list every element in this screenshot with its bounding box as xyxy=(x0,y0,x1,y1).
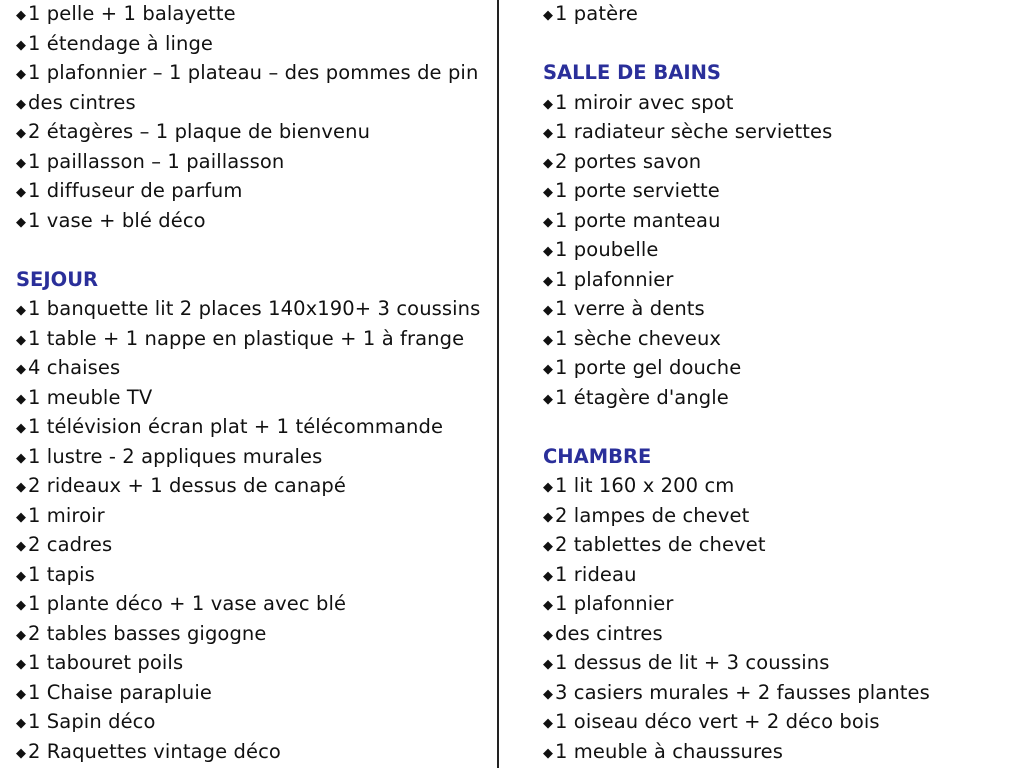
right-column xyxy=(543,0,930,766)
list-item xyxy=(543,324,930,354)
list-item xyxy=(16,294,480,324)
list-item xyxy=(543,294,930,324)
bullet-icon: ◆ xyxy=(16,185,27,200)
list-item-text: 1 miroir avec spot xyxy=(555,90,734,114)
list-item xyxy=(543,235,930,265)
bullet-icon: ◆ xyxy=(543,480,554,495)
list-item xyxy=(543,383,930,413)
list-item-text: 2 tablettes de chevet xyxy=(555,533,766,556)
list-item-text: 1 Sapin déco xyxy=(28,710,156,733)
bullet-icon: ◆ xyxy=(16,96,27,112)
list-item-text: 1 porte serviette xyxy=(555,179,720,202)
bullet-icon: ◆ xyxy=(16,686,27,702)
list-item-text: 2 lampes de chevet xyxy=(555,503,750,527)
bullet-icon: ◆ xyxy=(16,332,27,348)
bullet-icon: ◆ xyxy=(16,480,27,495)
bullet-icon: ◆ xyxy=(543,745,554,761)
list-item-text: 4 chaises xyxy=(28,356,121,379)
bullet-icon: ◆ xyxy=(16,598,27,613)
chambre-list xyxy=(543,471,930,766)
bullet-icon: ◆ xyxy=(16,627,27,643)
bullet-icon: ◆ xyxy=(543,657,554,672)
list-item-text: 1 plafonnier – 1 plateau – des pommes de pin xyxy=(28,61,479,84)
bullet-icon: ◆ xyxy=(543,185,554,200)
bullet-icon: ◆ xyxy=(543,362,554,377)
list-item-text: 1 lustre - 2 appliques murales xyxy=(28,444,323,468)
bullet-icon: ◆ xyxy=(543,627,554,643)
list-item-text: des cintres xyxy=(555,621,663,645)
list-item xyxy=(16,589,480,619)
list-item-text: 1 miroir xyxy=(28,503,105,527)
entrance-list xyxy=(16,0,480,235)
bullet-icon: ◆ xyxy=(16,539,27,554)
list-item xyxy=(543,265,930,295)
list-item xyxy=(16,501,480,531)
column-divider xyxy=(497,0,499,768)
bullet-icon: ◆ xyxy=(543,96,554,112)
list-item-text: 1 radiateur sèche serviettes xyxy=(555,120,833,143)
list-item-text: 1 pelle + 1 balayette xyxy=(28,2,236,25)
bullet-icon: ◆ xyxy=(543,155,554,171)
list-item-text: 1 étagère d'angle xyxy=(555,385,729,409)
list-item-text: 3 casiers murales + 2 fausses plantes xyxy=(555,680,930,704)
list-item xyxy=(16,678,480,708)
list-item-text: 1 poubelle xyxy=(555,238,659,261)
list-item xyxy=(16,442,480,472)
list-item-text: 1 plante déco + 1 vase avec blé xyxy=(28,592,347,615)
list-item xyxy=(16,29,480,59)
bullet-icon: ◆ xyxy=(543,244,554,259)
list-item xyxy=(16,560,480,590)
list-item xyxy=(16,737,480,767)
list-item xyxy=(543,117,930,147)
list-item-text: 1 télévision écran plat + 1 télécommande xyxy=(28,415,444,438)
list-item-text: 1 dessus de lit + 3 coussins xyxy=(555,651,830,674)
list-item xyxy=(543,147,930,177)
list-item-text: 1 tapis xyxy=(28,562,95,586)
list-item-text: 1 Chaise parapluie xyxy=(28,680,212,704)
bullet-icon: ◆ xyxy=(543,598,554,613)
bullet-icon: ◆ xyxy=(543,8,554,23)
list-item-text: 1 lit 160 x 200 cm xyxy=(555,474,735,497)
list-item xyxy=(16,117,480,147)
list-item-text: des cintres xyxy=(28,90,136,114)
list-item xyxy=(543,471,930,501)
right-top-list xyxy=(543,0,930,29)
bullet-icon: ◆ xyxy=(16,303,27,318)
list-item-text: 2 étagères – 1 plaque de bienvenu xyxy=(28,120,371,143)
list-item-text: 1 sèche cheveux xyxy=(555,326,722,350)
bullet-icon: ◆ xyxy=(16,8,27,23)
list-item xyxy=(543,737,930,767)
list-item-text: 1 patère xyxy=(555,2,638,25)
list-item xyxy=(16,353,480,383)
section-heading-sejour: SEJOUR xyxy=(16,267,99,291)
bullet-icon: ◆ xyxy=(543,273,554,289)
list-item xyxy=(16,176,480,206)
bullet-icon: ◆ xyxy=(16,362,27,377)
salle-de-bains-list xyxy=(543,88,930,413)
sejour-list xyxy=(16,294,480,766)
bullet-icon: ◆ xyxy=(16,568,27,584)
bullet-icon: ◆ xyxy=(16,716,27,731)
list-item xyxy=(16,707,480,737)
bullet-icon: ◆ xyxy=(16,450,27,466)
list-item-text: 1 plafonnier xyxy=(555,267,674,291)
list-item-text: 1 banquette lit 2 places 140x190+ 3 coussins xyxy=(28,297,481,320)
bullet-icon: ◆ xyxy=(543,716,554,731)
list-item-text: 1 plafonnier xyxy=(555,592,674,615)
bullet-icon: ◆ xyxy=(543,332,554,348)
list-item xyxy=(16,619,480,649)
list-item xyxy=(16,648,480,678)
list-item xyxy=(543,0,930,29)
list-item-text: 1 étendage à linge xyxy=(28,31,214,55)
list-item xyxy=(16,58,480,88)
list-item xyxy=(16,383,480,413)
bullet-icon: ◆ xyxy=(543,303,554,318)
list-item-text: 1 meuble à chaussures xyxy=(555,739,784,763)
list-item xyxy=(16,147,480,177)
list-item xyxy=(543,707,930,737)
bullet-icon: ◆ xyxy=(16,37,27,53)
list-item xyxy=(543,88,930,118)
bullet-icon: ◆ xyxy=(16,421,27,436)
list-item xyxy=(543,619,930,649)
list-item xyxy=(16,324,480,354)
list-item-text: 1 oiseau déco vert + 2 déco bois xyxy=(555,710,880,733)
bullet-icon: ◆ xyxy=(16,214,27,230)
section-heading-salle-de-bains: SALLE DE BAINS xyxy=(543,61,721,84)
bullet-icon: ◆ xyxy=(16,391,27,407)
list-item xyxy=(543,176,930,206)
bullet-icon: ◆ xyxy=(543,391,554,407)
list-item-text: 1 meuble TV xyxy=(28,385,153,409)
list-item-text: 1 verre à dents xyxy=(555,297,705,320)
bullet-icon: ◆ xyxy=(16,509,27,525)
bullet-icon: ◆ xyxy=(16,67,27,82)
list-item-text: 1 diffuseur de parfum xyxy=(28,179,243,202)
list-item xyxy=(16,412,480,442)
list-item xyxy=(543,353,930,383)
list-item-text: 2 cadres xyxy=(28,533,113,556)
list-item xyxy=(543,530,930,560)
list-item xyxy=(16,530,480,560)
list-item-text: 1 porte gel douche xyxy=(555,356,742,379)
bullet-icon: ◆ xyxy=(543,686,554,702)
bullet-icon: ◆ xyxy=(16,745,27,761)
list-item-text: 1 porte manteau xyxy=(555,208,721,232)
list-item xyxy=(16,88,480,118)
bullet-icon: ◆ xyxy=(543,509,554,525)
list-item xyxy=(543,501,930,531)
list-item-text: 1 paillasson – 1 paillasson xyxy=(28,149,285,173)
bullet-icon: ◆ xyxy=(543,214,554,230)
list-item-text: 2 portes savon xyxy=(555,149,702,173)
list-item-text: 1 tabouret poils xyxy=(28,651,184,674)
list-item xyxy=(16,0,480,29)
list-item xyxy=(543,206,930,236)
list-item-text: 2 rideaux + 1 dessus de canapé xyxy=(28,474,346,497)
bullet-icon: ◆ xyxy=(543,126,554,141)
list-item xyxy=(543,648,930,678)
list-item xyxy=(543,678,930,708)
list-item-text: 1 table + 1 nappe en plastique + 1 à frange xyxy=(28,326,465,350)
list-item xyxy=(16,206,480,236)
bullet-icon: ◆ xyxy=(16,155,27,171)
left-column xyxy=(16,0,480,766)
list-item xyxy=(543,589,930,619)
bullet-icon: ◆ xyxy=(16,126,27,141)
bullet-icon: ◆ xyxy=(16,657,27,672)
list-item-text: 2 Raquettes vintage déco xyxy=(28,739,281,763)
list-item-text: 1 rideau xyxy=(555,562,637,586)
list-item-text: 1 vase + blé déco xyxy=(28,208,206,232)
bullet-icon: ◆ xyxy=(543,539,554,554)
list-item xyxy=(543,560,930,590)
list-item xyxy=(16,471,480,501)
bullet-icon: ◆ xyxy=(543,568,554,584)
section-heading-chambre: CHAMBRE xyxy=(543,444,652,468)
list-item-text: 2 tables basses gigogne xyxy=(28,621,267,645)
